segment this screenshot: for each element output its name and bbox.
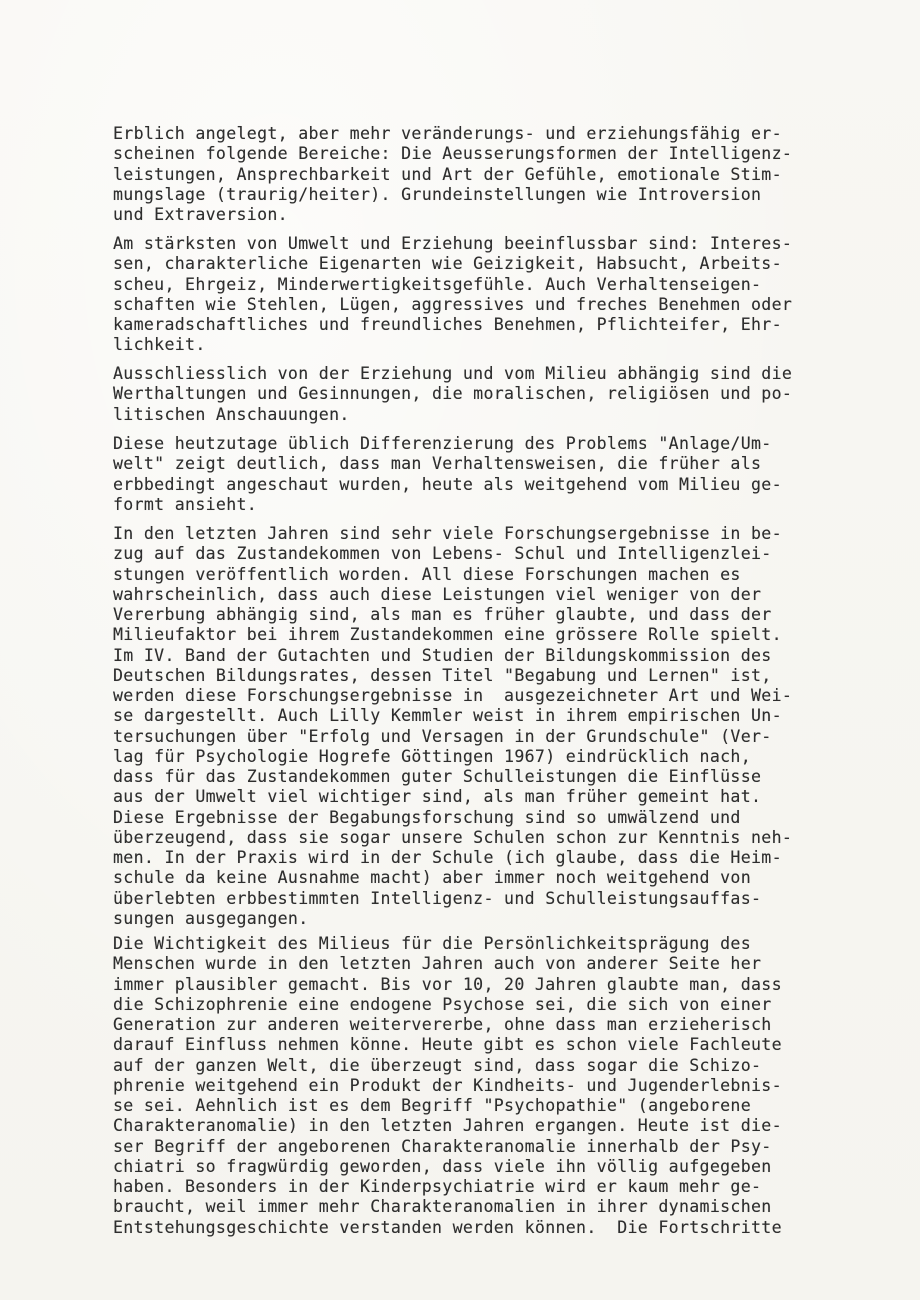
text-line: schule da keine Ausnahme macht) aber immer noch weitgehend von [113,868,751,888]
text-line: und Extraversion. [113,205,288,224]
text-line: Generation zur anderen weitervererbe, ohne dass man erzieherisch [113,1015,772,1034]
text-line: kameradschaftliches und freundliches Benehmen, Pflichteifer, Ehr- [113,315,782,334]
text-line: phrenie weitgehend ein Produkt der Kindheits- und Jugenderlebnis- [113,1075,782,1095]
text-line: aus der Umwelt viel wichtiger sind, als man früher gemeint hat. [113,787,762,807]
text-line: Erblich angelegt, aber mehr veränderungs- und erziehungsfähig er- [113,124,782,143]
text-line: überlebten erbbestimmten Intelligenz- und Schulleistungsauffas- [113,888,762,908]
text-line: stungen veröffentlich worden. All diese Forschungen machen es [113,564,741,584]
text-line: formt ansieht. [113,494,258,514]
text-line: Deutschen Bildungsrates, dessen Titel "Begabung und Lernen" ist, [113,665,772,685]
text-line: welt" zeigt deutlich, dass man Verhaltensweisen, die früher als [113,454,762,474]
text-line: sen, charakterliche Eigenarten wie Geizigkeit, Habsucht, Arbeits- [113,254,782,274]
text-line: wahrscheinlich, dass auch diese Leistungen viel weniger von der [113,584,762,604]
text-line: Diese Ergebnisse der Begabungsforschung sind so umwälzend und [113,807,741,827]
text-line: werden diese Forschungsergebnisse in ausgezeichneter Art und Wei- [113,686,793,705]
text-line: se sei. Aehnlich ist es dem Begriff "Psychopathie" (angeborene [113,1096,751,1115]
text-line: erbbedingt angeschaut wurden, heute als weitgehend vom Milieu ge- [113,474,782,494]
text-line: Menschen wurde in den letzten Jahren auch von anderer Seite her [113,954,762,974]
text-line: men. In der Praxis wird in der Schule (ich glaube, dass die Heim- [113,848,782,867]
text-line: auf der ganzen Welt, die überzeugt sind, dass sogar die Schizo- [113,1055,762,1075]
text-line: Entstehungsgeschichte verstanden werden können. Die Fortschritte [113,1217,782,1237]
text-line: überzeugend, dass sie sogar unsere Schulen schon zur Kenntnis neh- [113,827,793,847]
text-line: die Schizophrenie eine endogene Psychose sei, die sich von einer [113,994,772,1014]
text-line: immer plausibler gemacht. Bis vor 10, 20 Jahren glaubte man, dass [113,974,782,994]
text-line: lichkeit. [113,335,206,355]
text-line: Milieufaktor bei ihrem Zustandekommen eine grössere Rolle spielt. [113,625,782,645]
text-line: Werthaltungen und Gesinnungen, die moralischen, religiösen und po- [113,384,793,404]
text-line: chiatri so fragwürdig geworden, dass viele ihn völlig aufgegeben [113,1156,772,1176]
text-line: Am stärksten von Umwelt und Erziehung beeinflussbar sind: Interes- [113,234,793,253]
text-line: Im IV. Band der Gutachten und Studien der Bildungskommission des [113,645,772,665]
text-line: scheinen folgende Bereiche: Die Aeusserungsformen der Intelligenz- [113,144,793,164]
text-line: schaften wie Stehlen, Lügen, aggressives und freches Benehmen oder [113,294,793,314]
text-line: dass für das Zustandekommen guter Schulleistungen die Einflüsse [113,767,762,786]
text-line: lag für Psychologie Hogrefe Göttingen 1967) eindrücklich nach, [113,746,751,766]
text-line: Diese heutzutage üblich Differenzierung des Problems "Anlage/Um- [113,434,772,453]
text-line: In den letzten Jahren sind sehr viele Forschungsergebnisse in be- [113,524,782,543]
text-line: darauf Einfluss nehmen könne. Heute gibt es schon viele Fachleute [113,1035,782,1055]
text-line: leistungen, Ansprechbarkeit und Art der Gefühle, emotionale Stim- [113,164,782,184]
text-line: se dargestellt. Auch Lilly Kemmler weist in ihrem empirischen Un- [113,706,782,726]
text-line: Vererbung abhängig sind, als man es früher glaubte, und dass der [113,605,772,624]
text-line: braucht, weil immer mehr Charakteranomalien in ihrer dynamischen [113,1197,772,1217]
text-line: Charakteranomalie) in den letzten Jahren ergangen. Heute ist die- [113,1116,782,1136]
text-line: mungslage (traurig/heiter). Grundeinstellungen wie Introversion [113,184,762,204]
text-line: Die Wichtigkeit des Milieus für die Persönlichkeitsprägung des [113,934,751,953]
text-line: tersuchungen über "Erfolg und Versagen in der Grundschule" (Ver- [113,726,772,746]
text-line: scheu, Ehrgeiz, Minderwertigkeitsgefühle. Auch Verhaltenseigen- [113,274,762,294]
text-line: haben. Besonders in der Kinderpsychiatrie wird er kaum mehr ge- [113,1177,762,1196]
text-line: Ausschliesslich von der Erziehung und vom Milieu abhängig sind die [113,364,793,383]
text-line: ser Begriff der angeborenen Charakteranomalie innerhalb der Psy- [113,1136,772,1156]
text-line: zug auf das Zustandekommen von Lebens- Schul und Intelligenzlei- [113,544,772,564]
text-line: litischen Anschauungen. [113,404,350,424]
text-line: sungen ausgegangen. [113,908,309,928]
